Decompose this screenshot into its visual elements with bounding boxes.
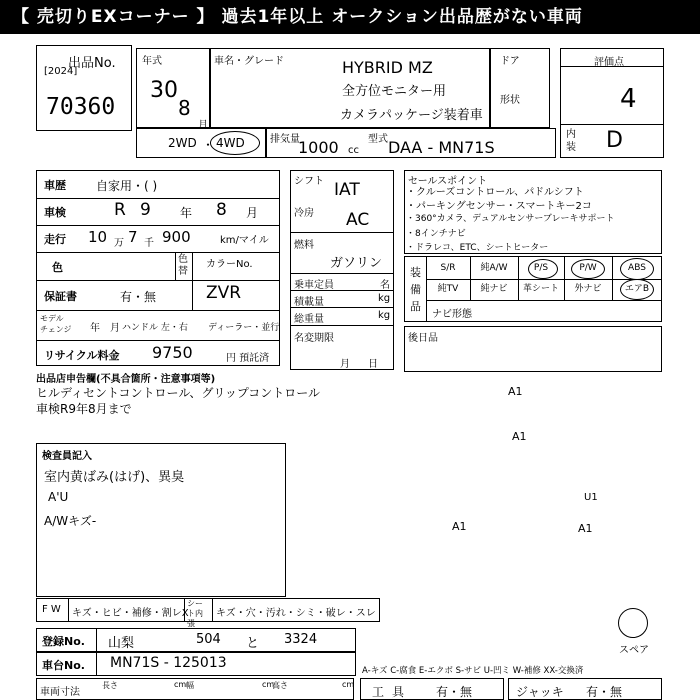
equip-label: 装備品: [410, 266, 421, 313]
mods-dealer: ディーラー・並行: [208, 323, 280, 333]
model-note2: カメラパッケージ装着車: [340, 108, 483, 123]
mileage-rest: 900: [162, 228, 191, 246]
banner: 【 売切りEXコーナー 】 過去1年以上 オークション出品歴がない車両: [0, 0, 700, 34]
reg-plate: 3324: [284, 632, 318, 647]
color-change-label: 色替: [178, 254, 188, 277]
mileage-d2: 7: [128, 228, 138, 246]
load-label: 積載量: [294, 297, 324, 308]
equip-nav-type: ナビ形態: [432, 309, 472, 320]
notes-title: 出品店申告欄(不具合箇所・注意事項等): [36, 374, 216, 385]
year-value: 30: [150, 78, 178, 103]
equip-navi: 純ナビ: [480, 284, 508, 294]
interior-label: 内装: [566, 129, 576, 153]
mods-label1: モデル: [40, 314, 64, 323]
equip-abs: ABS: [628, 263, 646, 273]
lot-year-tag: [2024]: [44, 66, 78, 77]
ac-value: AC: [346, 210, 370, 230]
ac-label: 冷房: [294, 208, 314, 219]
damage-u1: U1: [584, 492, 598, 503]
sales-l2: ・パーキングセンサー・スマートキー2コ: [406, 201, 592, 212]
shift-label: シフト: [294, 176, 324, 187]
year-label: 年式: [142, 56, 162, 67]
sales-title: セールスポイント: [408, 176, 488, 187]
damage-a1-roof: A1: [512, 430, 527, 443]
jack-val: 有・無: [586, 685, 623, 699]
tools-val: 有・無: [436, 685, 473, 699]
inspector-line3: A/Wキズ-: [44, 514, 97, 528]
fuel-label: 燃料: [294, 240, 314, 251]
pw-circle: [571, 259, 605, 279]
sales-l3: ・360°カメラ、デュアルセンサーブレーキサポート: [406, 214, 615, 224]
owner-change-label: 名変期限: [294, 333, 334, 344]
weight-unit: kg: [378, 310, 391, 321]
arrival-label: 後日品: [408, 333, 438, 344]
dims-h: 高さ: [272, 681, 288, 690]
fuel-value: ガソリン: [330, 256, 383, 271]
shape-label: 形状: [500, 95, 520, 106]
airbag-circle: [620, 279, 654, 300]
equip-leather: 革シート: [522, 284, 559, 294]
dims-w: 幅: [186, 681, 194, 690]
mods-handle: ハンドル 左・右: [122, 323, 188, 333]
reg-label: 登録No.: [42, 635, 85, 648]
mileage-unit: km/マイル: [220, 235, 269, 246]
shift-value: IAT: [334, 180, 360, 200]
spare-label: スペア: [619, 645, 649, 656]
chassis-label: 車台No.: [42, 659, 85, 672]
color-no-value: ZVR: [206, 283, 242, 303]
dims-cm1: cm: [174, 680, 187, 689]
year-month-unit: 月: [198, 120, 208, 131]
inspector-line1: 室内黄ばみ(はげ)、異臭: [44, 470, 185, 485]
inspector-line2: A'U: [48, 490, 69, 504]
weight-label: 総重量: [294, 314, 324, 325]
warranty-label: 保証書: [44, 290, 77, 303]
mileage-man: 万: [114, 238, 124, 249]
jack-label: ジャッキ: [516, 685, 564, 699]
inspection-year-unit: 年: [180, 206, 193, 220]
damage-legend: A-キズ C-腐食 E-エクボ S-サビ U-凹ミ W-補修 XX-交換済: [362, 666, 584, 676]
warranty-options: 有・無: [120, 290, 157, 304]
capacity-label: 乗車定員: [294, 280, 334, 291]
color-label: 色: [52, 261, 63, 274]
abs-circle: [620, 258, 654, 280]
reg-area: 山梨: [108, 636, 135, 651]
spare-circle: [618, 608, 648, 638]
mileage-label: 走行: [44, 233, 66, 246]
mods-month-unit: 月: [110, 323, 120, 334]
damage-a1-right: A1: [578, 522, 593, 535]
engine-label: 排気量: [270, 134, 300, 145]
color-no-label: カラーNo.: [206, 259, 253, 270]
chassis-value: MN71S - 125013: [110, 655, 227, 671]
notes-line2: 車検R9年8月まで: [36, 402, 132, 416]
equip-tv: 純TV: [437, 284, 459, 294]
reg-kana: と: [246, 636, 260, 651]
engine-unit: cc: [348, 145, 359, 156]
dims-l: 長さ: [102, 681, 118, 690]
equip-alloy: 純A/W: [480, 263, 508, 273]
inspection-year: 9: [140, 200, 151, 220]
tools-label: 工具: [372, 685, 413, 699]
drive-4wd: 4WD: [216, 136, 245, 150]
damage-a1-top: A1: [508, 385, 523, 398]
lot-number: 70360: [46, 94, 116, 120]
mileage-sen: 千: [144, 238, 154, 249]
door-label: ドア: [500, 56, 520, 67]
model-grade: HYBRID MZ: [342, 58, 433, 77]
reg-num: 504: [196, 632, 221, 647]
mileage-d1: 10: [88, 228, 108, 246]
capacity-unit: 名: [380, 280, 390, 291]
arrival-box: [404, 326, 662, 372]
fw-sheet: シート内張: [187, 599, 203, 628]
history-value: 自家用・( ): [96, 179, 158, 193]
equip-sr: S/R: [440, 263, 456, 273]
inspection-month: 8: [216, 200, 227, 220]
mods-year-unit: 年: [90, 323, 100, 334]
mods-label2: チェンジ: [40, 325, 72, 334]
damage-a1-left: A1: [452, 520, 467, 533]
model-label: 車名・グレード: [214, 56, 284, 67]
inspection-era: R: [114, 200, 126, 220]
score-label: 評価点: [594, 57, 624, 68]
fw-items: キズ・穴・汚れ・シミ・破レ・スレ: [216, 608, 376, 619]
lot-label: 出品No.: [68, 56, 116, 71]
inspector-title: 検査員記入: [42, 451, 92, 462]
drive-circle: [210, 131, 260, 155]
equip-ps: P/S: [533, 263, 549, 273]
load-unit: kg: [378, 293, 391, 304]
ps-circle: [528, 259, 558, 279]
score-value: 4: [620, 84, 637, 114]
year-month: 8: [178, 96, 191, 120]
equip-airbag: エアB: [624, 284, 650, 294]
notes-line1: ヒルディセントコントロール、グリップコントロール: [36, 386, 321, 400]
dims-box: [36, 678, 354, 700]
model-code: DAA - MN71S: [388, 138, 495, 157]
equip-ext-navi: 外ナビ: [574, 284, 602, 294]
equip-pw: P/W: [579, 263, 597, 273]
sales-l5: ・ドラレコ、ETC、シートヒーター: [406, 243, 549, 253]
drive-2wd: 2WD: [168, 136, 197, 150]
engine-value: 1000: [298, 138, 339, 157]
fw-label: F W: [42, 604, 61, 615]
model-note1: 全方位モニター用: [342, 84, 447, 99]
dims-cm2: cm: [262, 680, 275, 689]
dims-label: 車両寸法: [40, 687, 80, 698]
fw-legend: キズ・ヒビ・補修・割レX: [72, 608, 189, 619]
recycle-value: 9750: [152, 343, 193, 362]
type-label: 型式: [368, 134, 388, 145]
owner-change-unit: 月日: [340, 359, 396, 370]
inspection-label: 車検: [44, 206, 66, 219]
recycle-unit: 円 預託済: [226, 353, 270, 364]
door-box: [490, 48, 550, 128]
history-label: 車歴: [44, 179, 66, 192]
inspection-month-unit: 月: [246, 206, 259, 220]
dims-cm3: cm: [342, 680, 355, 689]
sales-l1: ・クルーズコントロール、パドルシフト: [406, 187, 584, 198]
interior-value: D: [606, 128, 623, 153]
sales-l4: ・8インチナビ: [406, 229, 466, 239]
recycle-label: リサイクル料金: [44, 349, 120, 362]
